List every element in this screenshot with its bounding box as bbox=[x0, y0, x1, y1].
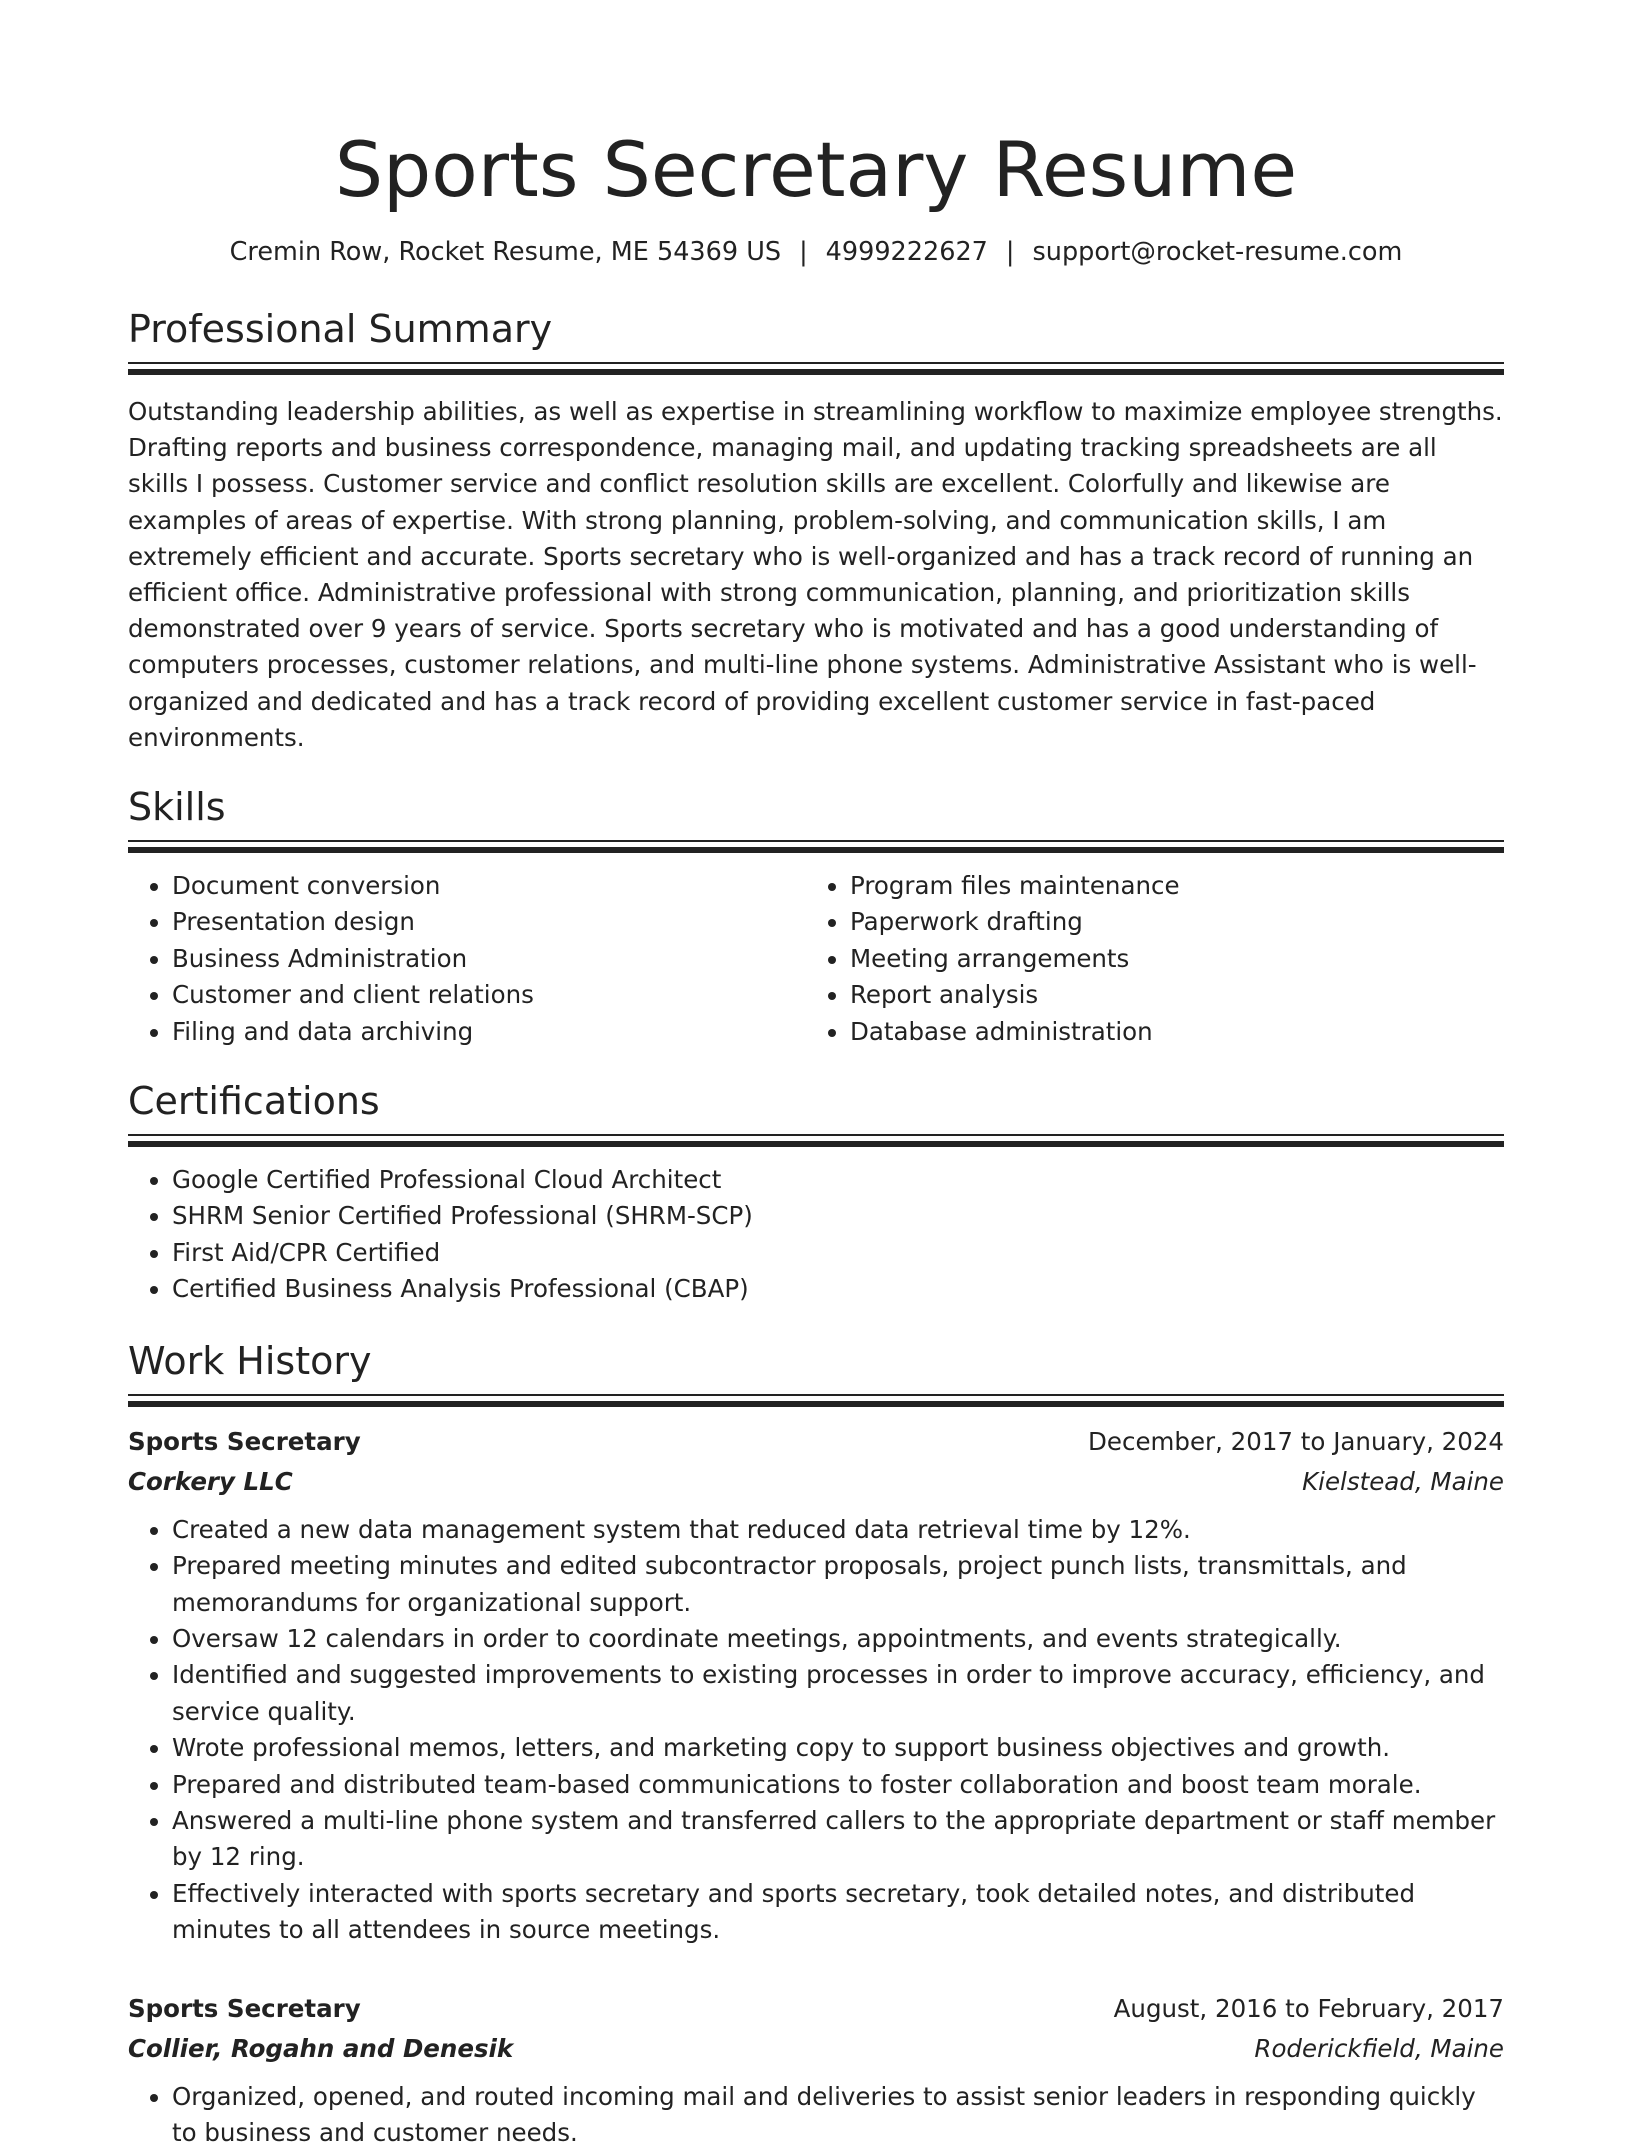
list-item: • Filing and data archiving bbox=[172, 1014, 806, 1050]
section-heading-skills: Skills bbox=[128, 785, 226, 830]
contact-separator: | bbox=[799, 237, 808, 267]
section-heading-certifications: Certifications bbox=[128, 1079, 380, 1124]
job-company-row bbox=[128, 1462, 1504, 1502]
list-item: • Certified Business Analysis Professional (CBAP) bbox=[172, 1271, 1504, 1307]
list-item: • Organized, opened, and routed incoming mail and deliveries to assist senior leaders in responding quickly to business and customer needs. bbox=[172, 2079, 1504, 2151]
job-header-row bbox=[128, 1989, 1504, 2029]
list-item: • Report analysis bbox=[850, 977, 1484, 1013]
list-item: • Answered a multi-line phone system and transferred callers to the appropriate department or staff member by 12 ring. bbox=[172, 1803, 1504, 1876]
job-entry bbox=[128, 1422, 1504, 1949]
list-item: • Prepared meeting minutes and edited subcontractor proposals, project punch lists, transmittals, and memorandums for organizational support. bbox=[172, 1548, 1504, 1621]
job-title: Sports Secretary bbox=[128, 1426, 361, 1456]
list-item: • Prepared and distributed team-based communications to foster collaboration and boost team morale. bbox=[172, 1767, 1504, 1803]
job-dates: December, 2017 to January, 2024 bbox=[1088, 1426, 1504, 1456]
contact-line bbox=[128, 236, 1504, 268]
section-divider bbox=[128, 840, 1504, 854]
job-dates: August, 2016 to February, 2017 bbox=[1113, 1993, 1504, 2023]
list-item: • Wrote professional memos, letters, and marketing copy to support business objectives and growth. bbox=[172, 1730, 1504, 1766]
professional-summary-section bbox=[128, 306, 1504, 756]
list-item: • Document conversion bbox=[172, 868, 806, 904]
list-item: • First Aid/CPR Certified bbox=[172, 1235, 1504, 1271]
resume-page bbox=[128, 0, 1504, 2151]
section-divider bbox=[128, 1134, 1504, 1148]
contact-address: Cremin Row, Rocket Resume, ME 54369 US bbox=[229, 237, 782, 267]
list-item: • Customer and client relations bbox=[172, 977, 806, 1013]
list-item: • Oversaw 12 calendars in order to coordinate meetings, appointments, and events strategically. bbox=[172, 1621, 1504, 1657]
list-item: • Created a new data management system that reduced data retrieval time by 12%. bbox=[172, 1512, 1504, 1548]
summary-text: Outstanding leadership abilities, as well as expertise in streamlining workflow to maximize employee strengths. Drafting reports and business correspondence, managing mail, and updating tracking spreadsheets are all skills I possess. Customer service and conflict resolution skills are excellent. Colorfully and likewise are examples of areas of expertise. With strong planning, problem-solving, and communication skills, I am extremely efficient and accurate. Sports secretary who is well-organized and has a track record of running an efficient office. Administrative professional with strong communication, planning, and prioritization skills demonstrated over 9 years of service. Sports secretary who is motivated and has a good understanding of computers processes, customer relations, and multi-line phone systems. Administrative Assistant who is well-organized and dedicated and has a track record of providing excellent customer service in fast-paced environments. bbox=[128, 397, 1503, 752]
list-item: • Database administration bbox=[850, 1014, 1484, 1050]
job-company: Corkery LLC bbox=[128, 1466, 293, 1496]
skills-list-right bbox=[806, 868, 1484, 1050]
job-company: Collier, Rogahn and Denesik bbox=[128, 2033, 514, 2063]
job-header-row bbox=[128, 1422, 1504, 1462]
job-company-row bbox=[128, 2029, 1504, 2069]
contact-email: support@rocket-resume.com bbox=[1032, 237, 1403, 267]
list-item: • Google Certified Professional Cloud Architect bbox=[172, 1162, 1504, 1198]
list-item: • Paperwork drafting bbox=[850, 904, 1484, 940]
list-item: • Business Administration bbox=[172, 941, 806, 977]
certifications-section bbox=[128, 1078, 1504, 1308]
section-divider bbox=[128, 362, 1504, 376]
skills-grid bbox=[128, 868, 1504, 1050]
skills-section bbox=[128, 784, 1504, 1050]
section-heading-summary: Professional Summary bbox=[128, 307, 553, 351]
list-item: • Program files maintenance bbox=[850, 868, 1484, 904]
job-location: Roderickfield, Maine bbox=[1254, 2033, 1504, 2063]
contact-phone: 4999222627 bbox=[825, 237, 988, 267]
list-item: • Identified and suggested improvements to existing processes in order to improve accuracy, efficiency, and service quality. bbox=[172, 1657, 1504, 1730]
job-title: Sports Secretary bbox=[128, 1993, 361, 2023]
list-item: • Presentation design bbox=[172, 904, 806, 940]
list-item: • Meeting arrangements bbox=[850, 941, 1484, 977]
job-location: Kielstead, Maine bbox=[1302, 1466, 1504, 1496]
list-item: • SHRM Senior Certified Professional (SHRM-SCP) bbox=[172, 1198, 1504, 1234]
list-item: • Effectively interacted with sports secretary and sports secretary, took detailed notes, and distributed minutes to all attendees in source meetings. bbox=[172, 1876, 1504, 1949]
work-history-section bbox=[128, 1338, 1504, 2151]
resume-title: Sports Secretary Resume bbox=[334, 125, 1298, 214]
section-heading-work-history: Work History bbox=[128, 1338, 372, 1383]
job-bullets bbox=[128, 1512, 1504, 1949]
job-bullets bbox=[128, 2079, 1504, 2151]
job-entry bbox=[128, 1989, 1504, 2151]
contact-separator: | bbox=[1005, 237, 1015, 267]
skills-list-left bbox=[128, 868, 806, 1050]
section-divider bbox=[128, 1394, 1504, 1408]
certifications-list bbox=[128, 1162, 1504, 1308]
